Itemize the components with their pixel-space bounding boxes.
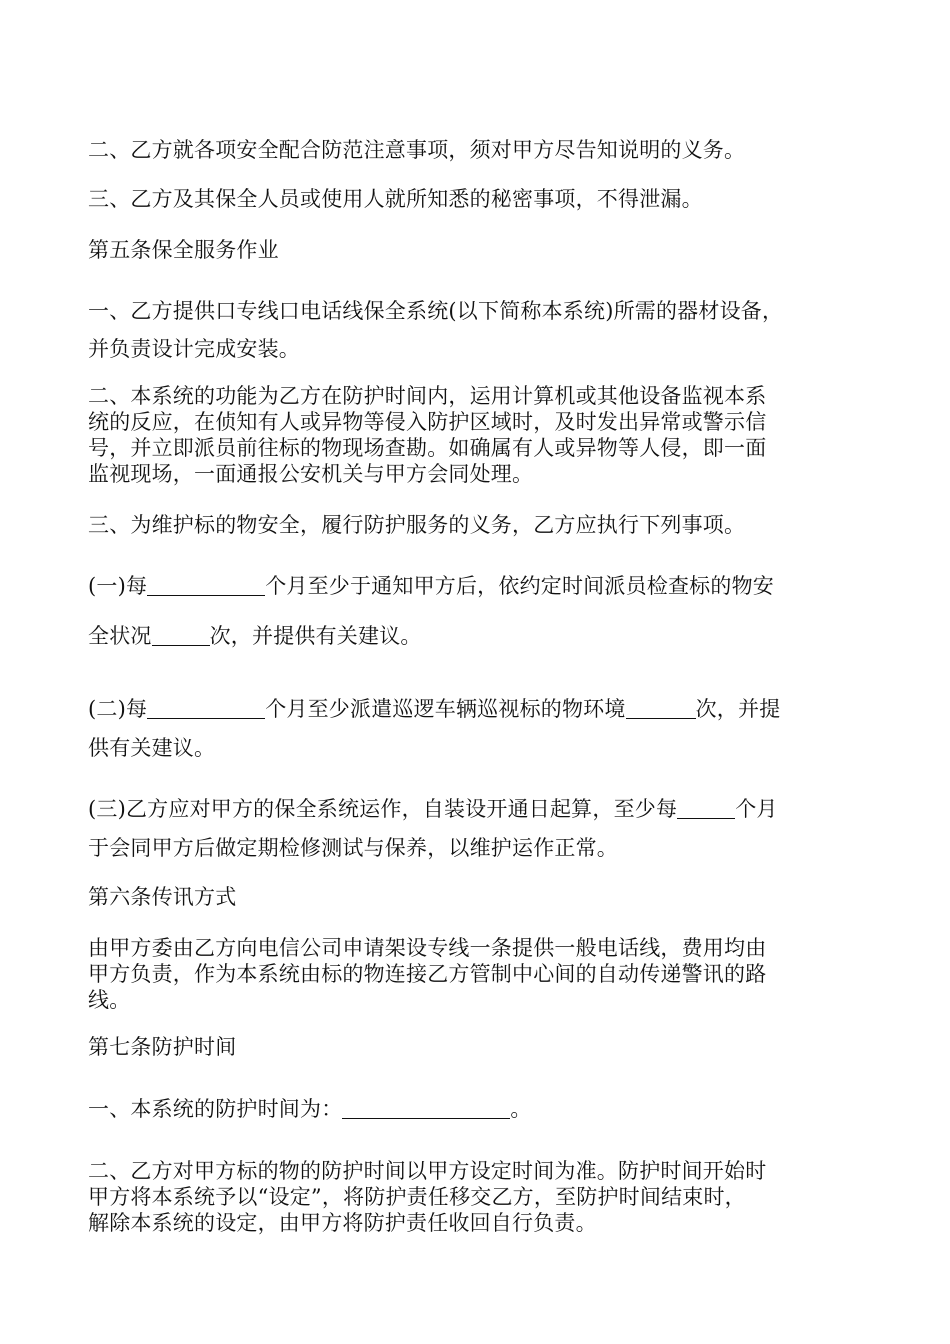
section-heading: 第七条防护时间 [88,1035,237,1059]
item-text: (二)每 [88,697,148,721]
paragraph-line: 号，并立即派员前往标的物现场查勘。如确属有人或异物等人侵，即一面 [88,436,767,460]
fill-in-blank [626,698,696,719]
list-item-line: 于会同甲方后做定期检修测试与保养，以维护运作正常。 [88,836,618,860]
item-text: 个月 [735,797,778,821]
fill-in-blank [147,575,265,596]
item-text: 个月至少于通知甲方后，依约定时间派员检查标的物安 [265,574,774,598]
section-heading: 第五条保全服务作业 [88,238,279,262]
list-item-line [88,796,888,822]
paragraph-line: 线。 [88,988,131,1012]
item-text: 全状况 [88,624,152,648]
paragraph-line: 甲方负责，作为本系统由标的物连接乙方管制中心间的自动传递警讯的路 [88,962,767,986]
item-text: (一)每 [88,574,148,598]
paragraph-line: 解除本系统的设定，由甲方将防护责任收回自行负责。 [88,1211,597,1235]
fill-in-blank [147,698,265,719]
list-item-line [88,696,888,722]
paragraph: 三、乙方及其保全人员或使用人就所知悉的秘密事项，不得泄漏。 [88,187,703,211]
paragraph: 三、为维护标的物安全，履行防护服务的义务，乙方应执行下列事项。 [88,513,746,537]
item-text: 。 [510,1097,532,1121]
paragraph-line: 由甲方委由乙方向电信公司申请架设专线一条提供一般电话线，费用均由 [88,936,767,960]
fill-in-blank [342,1098,510,1119]
item-text: 一、本系统的防护时间为： [88,1097,343,1121]
paragraph-line [88,1096,888,1122]
paragraph-line: 甲方将本系统予以“设定”，将防护责任移交乙方，至防护时间结束时， [88,1185,746,1209]
list-item-line [88,573,888,599]
paragraph-line: 二、乙方对甲方标的物的防护时间以甲方设定时间为准。防护时间开始时 [88,1159,767,1183]
item-text: 次，并提 [695,697,781,721]
list-item-line: 供有关建议。 [88,736,216,760]
fill-in-blank [677,798,735,819]
item-text: 次，并提供有关建议。 [209,624,422,648]
paragraph-line: 二、本系统的功能为乙方在防护时间内，运用计算机或其他设备监视本系 [88,384,767,408]
paragraph-line: 并负责设计完成安装。 [88,337,300,361]
paragraph-line: 监视现场，一面通报公安机关与甲方会同处理。 [88,462,534,486]
item-text: 个月至少派遣巡逻车辆巡视标的物环境 [265,697,626,721]
list-item-line [88,623,888,649]
item-text: (三)乙方应对甲方的保全系统运作，自装设开通日起算，至少每 [88,797,678,821]
section-heading: 第六条传讯方式 [88,885,237,909]
paragraph: 二、乙方就各项安全配合防范注意事项，须对甲方尽告知说明的义务。 [88,138,746,162]
paragraph-line: 一、乙方提供口专线口电话线保全系统(以下简称本系统)所需的器材设备， [88,299,784,323]
fill-in-blank [152,625,210,646]
paragraph-line: 统的反应，在侦知有人或异物等侵入防护区域时，及时发出异常或警示信 [88,410,767,434]
